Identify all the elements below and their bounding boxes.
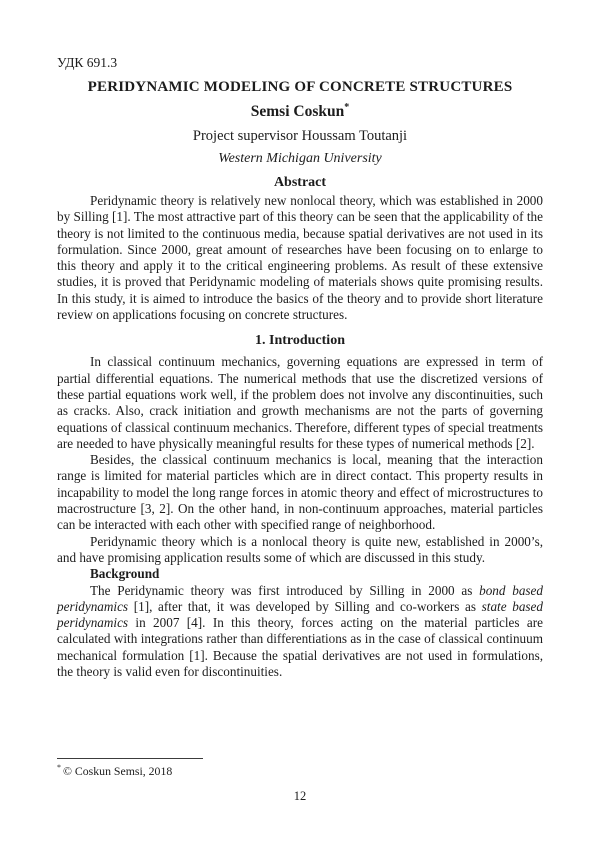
paper-title: PERIDYNAMIC MODELING OF CONCRETE STRUCTURES bbox=[87, 79, 513, 95]
abstract-paragraph: Peridynamic theory is relatively new nonlocal theory, which was established in 2000 by Silling [1]. The most attractive part of this theory can be seen that the applicability of the theory is not limited to the continuous media, because spatial derivatives are not used in its formulation. Since 2000, great amount of researches have been focusing on to enlarge to this theory and apply it to the critical engineering problems. As result of these extensive studies, it is proved that Peridynamic modeling of materials shows quite promising results. In this study, it is aimed to introduce the basics of the theory and to provide short literature review on applications focusing on concrete structures. bbox=[57, 193, 543, 323]
footnote-marker: * bbox=[57, 763, 61, 773]
introduction-paragraph-3: Peridynamic theory which is a nonlocal theory is quite new, established in 2000’s, and have promising application results some of which are discussed in this study. bbox=[57, 533, 543, 565]
background-heading: Background bbox=[90, 566, 160, 582]
footnote-divider bbox=[57, 758, 203, 759]
udc-code: УДК 691.3 bbox=[57, 55, 118, 70]
background-paragraph: The Peridynamic theory was first introduced by Silling in 2000 as bond based peridynamics [1], after that, it was developed by Silling and co-workers as state based peridynamics in 2007 [4]. In this theory, forces acting on the material particles are calculated with integrations rather than differentiations as in the case of classical continuum mechanical formulation [1]. Because the spatial derivatives are not used in formulations, the theory is valid even for discontinuities. bbox=[57, 582, 543, 680]
supervisor-line: Project supervisor Houssam Toutanji bbox=[192, 128, 408, 144]
author-line bbox=[57, 102, 543, 121]
introduction-paragraph-2: Besides, the classical continuum mechanics is local, meaning that the interaction range is limited for material particles which are in direct contact. This property results in incapability to model the long range forces in atomic theory and effect of microstructures to macrostructure [3, 2]. On the other hand, in non-continuum approaches, material particles can be interacted with each other with specified range of neighborhood. bbox=[57, 452, 543, 533]
author-footnote-marker: * bbox=[344, 101, 350, 113]
introduction-paragraph-1: In classical continuum mechanics, governing equations are expressed in term of partial differential equations. The numerical methods that use the discretized versions of these partial equations work well, if the problem does not involve any discontinuities, such as cracks. Also, crack initiation and growth mechanisms are not the parts of governing equations of classical continuum mechanics. Therefore, different types of special treatments are needed to have physically meaningful results for these types of numerical methods [2]. bbox=[57, 354, 543, 451]
footnote-block bbox=[57, 758, 377, 778]
author-name: Semsi Coskun bbox=[250, 103, 345, 120]
affiliation-line: Western Michigan University bbox=[218, 151, 382, 166]
abstract-heading: Abstract bbox=[273, 175, 327, 190]
footnote-copyright: © Coskun Semsi, 2018 bbox=[63, 764, 173, 778]
page-number: 12 bbox=[293, 789, 307, 803]
page-content bbox=[57, 0, 543, 680]
footnote-text bbox=[57, 764, 377, 778]
introduction-heading: 1. Introduction bbox=[255, 333, 345, 349]
